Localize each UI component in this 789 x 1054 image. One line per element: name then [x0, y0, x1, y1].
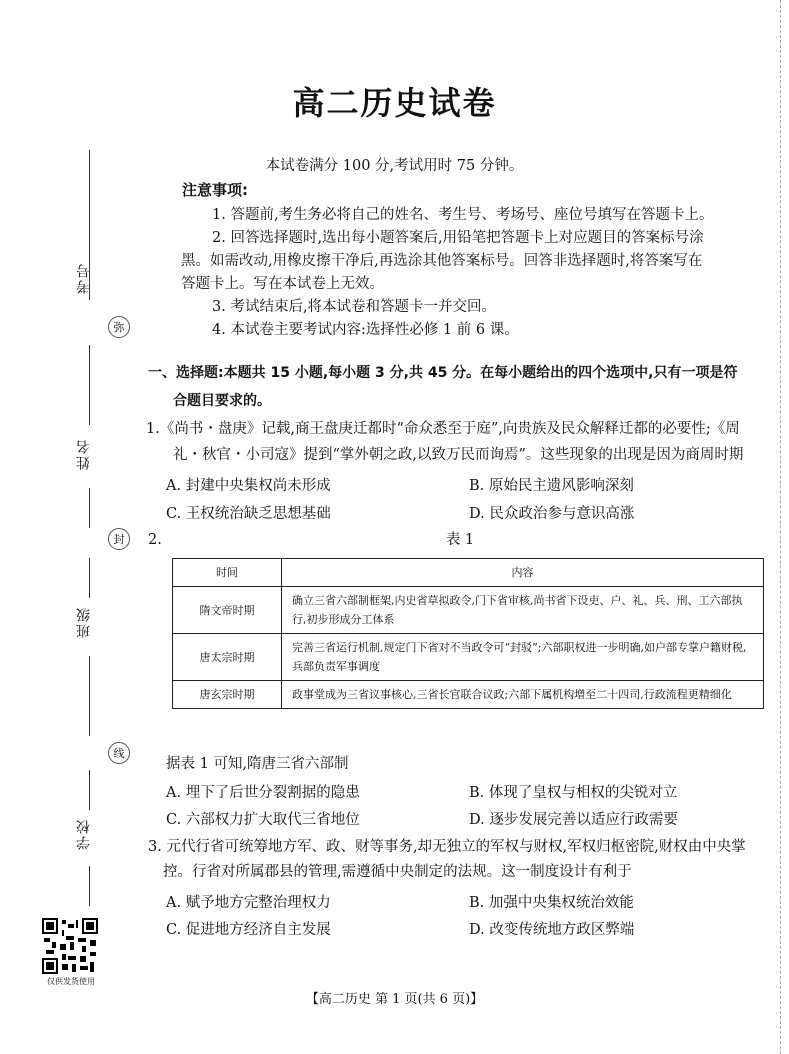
binding-line-3 — [89, 488, 90, 528]
seal-mark-feng: 封 — [108, 528, 130, 550]
table-cell-content: 完善三省运行机制,规定门下省对不当政令可“封驳”;六部职权进一步明确,如户部专掌户籍财税,兵部负责军事调度 — [282, 634, 764, 681]
table-row — [173, 681, 764, 709]
notice-item: 答题卡上。写在本试卷上无效。 — [181, 276, 384, 292]
school-label: 学校 — [76, 818, 92, 850]
notice-item: 1. 答题前,考生务必将自己的姓名、考生号、考场号、座位号填写在答题卡上。 — [212, 207, 714, 223]
seal-mark-mi: 弥 — [108, 316, 130, 338]
q1-option-a: A. 封建中央集权尚未形成 — [166, 478, 331, 494]
q3-option-a: A. 赋予地方完整治理权力 — [166, 895, 331, 911]
notice-item: 4. 本试卷主要考试内容:选择性必修 1 前 6 课。 — [212, 322, 519, 338]
section-heading-cont: 合题目要求的。 — [173, 393, 271, 409]
table-header-row — [173, 559, 764, 587]
q2-number: 2. — [148, 532, 162, 548]
binding-line-4 — [89, 558, 90, 598]
table-title: 表 1 — [445, 532, 475, 548]
q2-option-a: A. 埋下了后世分裂割据的隐患 — [166, 785, 360, 801]
binding-line-6 — [89, 770, 90, 810]
table-cell-period: 隋文帝时期 — [173, 587, 282, 634]
page-footer: 【高二历史 第 1 页(共 6 页)】 — [305, 992, 484, 1007]
exam-info: 本试卷满分 100 分,考试用时 75 分钟。 — [265, 158, 524, 174]
q3-stem: 3. 元代行省可统筹地方军、政、财等事务,却无独立的军权与财权,军权归枢密院,财权由中央掌 — [148, 839, 746, 855]
binding-line-7 — [89, 866, 90, 906]
table-header-content: 内容 — [282, 559, 764, 587]
notice-item: 黑。如需改动,用橡皮擦干净后,再选涂其他答案标号。回答非选择题时,将答案写在 — [181, 253, 703, 269]
qr-caption: 仅供发货使用 — [47, 977, 95, 986]
name-label: 姓名 — [76, 438, 92, 470]
q2-option-d: D. 逐步发展完善以适应行政需要 — [469, 812, 678, 828]
q3-option-c: C. 促进地方经济自主发展 — [166, 922, 331, 938]
q3-stem-cont: 控。行省对所属郡县的管理,需遵循中央制定的法规。这一制度设计有利于 — [163, 864, 632, 880]
section-heading: 一、选择题:本题共 15 小题,每小题 3 分,共 45 分。在每小题给出的四个选项中,只有一项是符 — [148, 365, 738, 381]
notice-item: 3. 考试结束后,将本试卷和答题卡一并交回。 — [212, 299, 497, 315]
qr-code — [42, 918, 98, 974]
q1-option-c: C. 王权统治缺乏思想基础 — [166, 506, 331, 522]
table-cell-period: 唐太宗时期 — [173, 634, 282, 681]
seal-mark-xian: 线 — [108, 742, 130, 764]
class-label: 班级 — [76, 606, 92, 638]
q3-option-d: D. 改变传统地方政区弊端 — [469, 922, 635, 938]
binding-line-2 — [89, 345, 90, 425]
table-cell-content: 政事堂成为三省议事核心,三省长官联合议政;六部下属机构增至二十四司,行政流程更精细化 — [282, 681, 764, 709]
table-header-time: 时间 — [173, 559, 282, 587]
table-cell-content: 确立三省六部制框架,内史省草拟政令,门下省审核,尚书省下设吏、户、礼、兵、刑、工六部执行,初步形成分工体系 — [282, 587, 764, 634]
notice-item: 2. 回答选择题时,选出每小题答案后,用铅笔把答题卡上对应题目的答案标号涂 — [212, 230, 704, 246]
q3-option-b: B. 加强中央集权统治效能 — [469, 895, 634, 911]
table-cell-period: 唐玄宗时期 — [173, 681, 282, 709]
q2-stem: 据表 1 可知,隋唐三省六部制 — [166, 756, 349, 772]
q2-option-c: C. 六部权力扩大取代三省地位 — [166, 812, 360, 828]
reform-table — [172, 558, 764, 709]
table-row — [173, 587, 764, 634]
q1-stem: 1.《尚书・盘庚》记载,商王盘庚迁都时“命众悉至于庭”,向贵族及民众解释迁都的必要性;《周 — [146, 421, 740, 437]
q1-option-b: B. 原始民主遗风影响深刻 — [469, 478, 634, 494]
table-row — [173, 634, 764, 681]
q2-option-b: B. 体现了皇权与相权的尖锐对立 — [469, 785, 678, 801]
q1-stem-cont: 礼・秋官・小司寇》提到“掌外朝之政,以致万民而询焉”。这些现象的出现是因为商周时期 — [173, 447, 744, 463]
notice-heading: 注意事项: — [182, 181, 248, 199]
q1-option-d: D. 民众政治参与意识高涨 — [469, 506, 635, 522]
exam-number-label: 考号 — [76, 262, 92, 294]
page-title: 高二历史试卷 — [292, 84, 497, 122]
binding-line-5 — [89, 656, 90, 736]
